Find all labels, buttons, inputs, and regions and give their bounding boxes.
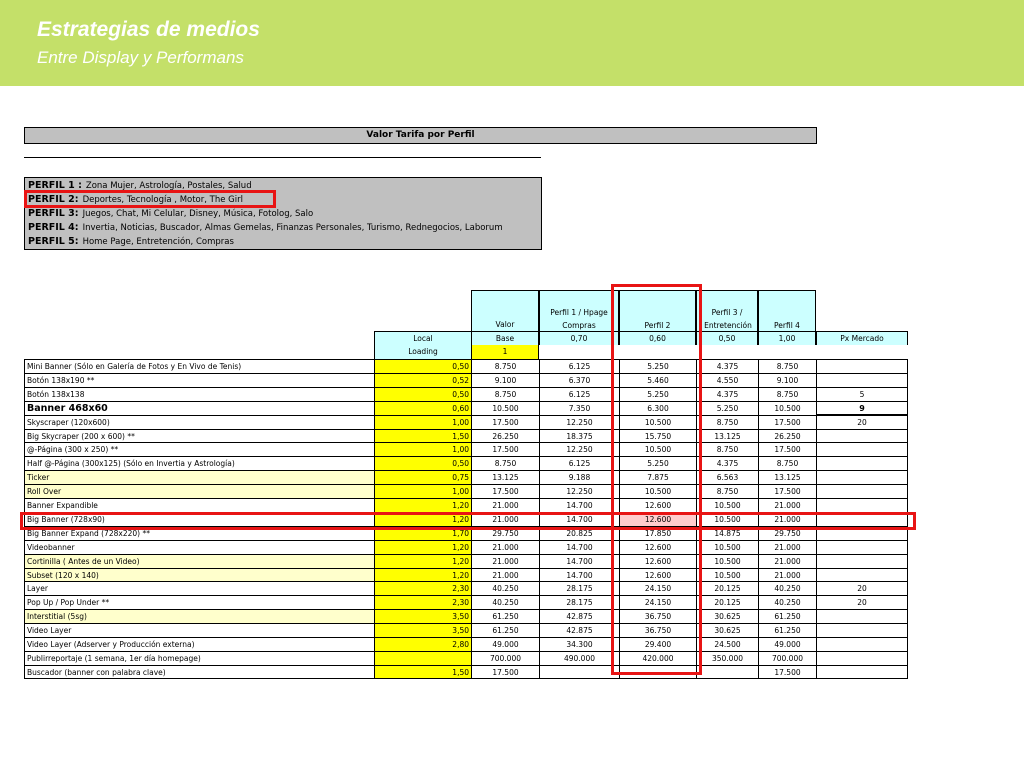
cell-p2: 5.460: [619, 373, 696, 387]
cell-p4: 17.500: [758, 415, 816, 429]
cell-p1: 18.375: [539, 429, 619, 443]
cell-px: [816, 665, 908, 679]
cell-p4: 49.000: [758, 637, 816, 651]
cell-p1: 6.125: [539, 387, 619, 401]
profiles-box: [24, 177, 542, 250]
cell-p1: 28.175: [539, 595, 619, 609]
divider-line: [24, 157, 541, 158]
cell-p1: 6.125: [539, 359, 619, 373]
cell-factor: 0,75: [374, 470, 471, 484]
cell-factor: 1,20: [374, 554, 471, 568]
cell-factor: 1,00: [374, 484, 471, 498]
cell-p1: 20.825: [539, 526, 619, 540]
row-label: Interstitial (5sg): [24, 609, 374, 623]
cell-p4: 8.750: [758, 387, 816, 401]
cell-p1: 34.300: [539, 637, 619, 651]
cell-p2: 36.750: [619, 623, 696, 637]
cell-p3: 30.625: [696, 609, 758, 623]
slide-subtitle: Entre Display y Performans: [37, 48, 244, 67]
cell-p1: 28.175: [539, 581, 619, 595]
cell-factor: 0,52: [374, 373, 471, 387]
cell-p3: 30.625: [696, 623, 758, 637]
cell-px: [816, 623, 908, 637]
cell-p4: 21.000: [758, 498, 816, 512]
cell-p3: 8.750: [696, 484, 758, 498]
cell-p3: 8.750: [696, 415, 758, 429]
cell-valor: 10.500: [471, 401, 539, 415]
cell-px: [816, 442, 908, 456]
cell-p4: 700.000: [758, 651, 816, 665]
table-title: Valor Tarifa por Perfil: [24, 127, 817, 144]
row-label: Banner Expandible: [24, 498, 374, 512]
cell-px: 20: [816, 415, 908, 429]
col-header-perfil-4: Perfil 4: [758, 290, 816, 331]
cell-p3: 10.500: [696, 498, 758, 512]
cell-p2: 29.400: [619, 637, 696, 651]
profile-row: PERFIL 4: Invertia, Noticias, Buscador, Almas Gemelas, Finanzas Personales, Turismo, Rednegocios, Laborum: [28, 222, 503, 233]
cell-valor: 21.000: [471, 568, 539, 582]
row-label: Skyscraper (120x600): [24, 415, 374, 429]
cell-p3: 14.875: [696, 526, 758, 540]
cell-p3: 10.500: [696, 540, 758, 554]
row-label: Mini Banner (Sólo en Galería de Fotos y En Vivo de Tenis): [24, 359, 374, 373]
cell-p2: 12.600: [619, 540, 696, 554]
cell-p1: 14.700: [539, 540, 619, 554]
cell-px: [816, 484, 908, 498]
cell-p4: 40.250: [758, 595, 816, 609]
profile-row: PERFIL 3: Juegos, Chat, Mi Celular, Disney, Música, Fotolog, Salo: [28, 208, 314, 219]
cell-p4: 17.500: [758, 442, 816, 456]
cell-factor: 2,30: [374, 595, 471, 609]
cell-valor: 17.500: [471, 415, 539, 429]
cell-px: 9: [816, 401, 908, 415]
cell-p4: 61.250: [758, 623, 816, 637]
cell-p1: 14.700: [539, 568, 619, 582]
cell-px: 5: [816, 387, 908, 401]
row-label: Layer: [24, 581, 374, 595]
cell-p3: 10.500: [696, 568, 758, 582]
cell-valor: 29.750: [471, 526, 539, 540]
cell-factor: 1,20: [374, 498, 471, 512]
cell-p3: 4.375: [696, 456, 758, 470]
cell-factor: 0,60: [374, 401, 471, 415]
cell-px: [816, 429, 908, 443]
cell-factor: 0,50: [374, 359, 471, 373]
col-header-valor-sub: Base: [471, 331, 539, 345]
cell-factor: 0,50: [374, 387, 471, 401]
cell-valor: 17.500: [471, 484, 539, 498]
col-header-perfil-3-factor: 0,50: [696, 331, 758, 345]
cell-p1: 6.370: [539, 373, 619, 387]
cell-p2: 12.600: [619, 512, 696, 526]
cell-valor: 13.125: [471, 470, 539, 484]
cell-p4: 21.000: [758, 512, 816, 526]
cell-p1: 490.000: [539, 651, 619, 665]
cell-factor: 1,70: [374, 526, 471, 540]
cell-p1: 7.350: [539, 401, 619, 415]
cell-p1: 42.875: [539, 623, 619, 637]
cell-p4: 8.750: [758, 456, 816, 470]
row-label: Roll Over: [24, 484, 374, 498]
cell-p3: 5.250: [696, 401, 758, 415]
cell-p4: 13.125: [758, 470, 816, 484]
cell-valor: 40.250: [471, 581, 539, 595]
cell-valor: 8.750: [471, 387, 539, 401]
cell-p3: 24.500: [696, 637, 758, 651]
cell-p2: 15.750: [619, 429, 696, 443]
cell-p3: 4.375: [696, 387, 758, 401]
col-header-px-mercado: Px Mercado: [816, 331, 908, 345]
cell-p1: 9.188: [539, 470, 619, 484]
cell-factor: 1,00: [374, 415, 471, 429]
cell-valor: 21.000: [471, 554, 539, 568]
cell-p2: 420.000: [619, 651, 696, 665]
cell-p2: 10.500: [619, 442, 696, 456]
cell-px: [816, 568, 908, 582]
cell-factor: [374, 651, 471, 665]
cell-p2: 12.600: [619, 498, 696, 512]
cell-p2: 5.250: [619, 387, 696, 401]
cell-p1: 14.700: [539, 498, 619, 512]
cell-p2: 6.300: [619, 401, 696, 415]
col-header-perfil-1: Perfil 1 / Hpage Compras: [539, 290, 619, 331]
cell-p3: 8.750: [696, 442, 758, 456]
cell-p2: 36.750: [619, 609, 696, 623]
cell-px: [816, 637, 908, 651]
cell-p4: 21.000: [758, 554, 816, 568]
cell-p4: 10.500: [758, 401, 816, 415]
cell-p2: 17.850: [619, 526, 696, 540]
col-header-perfil-2-factor: 0,60: [619, 331, 696, 345]
cell-px: [816, 470, 908, 484]
highlight-perfil-2-column: [611, 284, 702, 675]
cell-p2: 5.250: [619, 456, 696, 470]
cell-p2: 10.500: [619, 415, 696, 429]
profile-row: PERFIL 2: Deportes, Tecnología , Motor, The Girl: [28, 194, 243, 205]
cell-p2: 10.500: [619, 484, 696, 498]
cell-valor: 26.250: [471, 429, 539, 443]
cell-p3: 20.125: [696, 581, 758, 595]
cell-factor: 1,20: [374, 512, 471, 526]
cell-p4: 21.000: [758, 568, 816, 582]
cell-factor: 3,50: [374, 623, 471, 637]
cell-p1: 14.700: [539, 554, 619, 568]
row-label: Botón 138x190 **: [24, 373, 374, 387]
cell-p4: 61.250: [758, 609, 816, 623]
cell-factor: 1,20: [374, 540, 471, 554]
cell-p4: 9.100: [758, 373, 816, 387]
cell-valor: 17.500: [471, 665, 539, 679]
cell-p2: 12.600: [619, 554, 696, 568]
col-header-perfil-1-factor: 0,70: [539, 331, 619, 345]
cell-p2: 24.150: [619, 595, 696, 609]
cell-p1: 12.250: [539, 484, 619, 498]
col-header-local: Local: [374, 331, 471, 345]
cell-p1: 12.250: [539, 415, 619, 429]
cell-p1: 12.250: [539, 442, 619, 456]
cell-p2: 5.250: [619, 359, 696, 373]
row-label: Botón 138x138: [24, 387, 374, 401]
cell-p4: 26.250: [758, 429, 816, 443]
row-label: Video Layer: [24, 623, 374, 637]
cell-valor: 21.000: [471, 540, 539, 554]
row-label: Half @-Página (300x125) (Sólo en Invertia y Astrología): [24, 456, 374, 470]
cell-px: [816, 498, 908, 512]
cell-valor: 9.100: [471, 373, 539, 387]
col-header-perfil-2: Perfil 2: [619, 290, 696, 331]
cell-px: 20: [816, 595, 908, 609]
cell-px: 20: [816, 581, 908, 595]
cell-factor: 2,80: [374, 637, 471, 651]
row-label: Cortinilla ( Antes de un Video): [24, 554, 374, 568]
col-header-perfil-3: Perfil 3 / Entretención: [696, 290, 758, 331]
cell-p3: 10.500: [696, 554, 758, 568]
cell-factor: 3,50: [374, 609, 471, 623]
highlight-big-banner-row: [20, 512, 916, 530]
cell-valor: 21.000: [471, 498, 539, 512]
cell-valor: 8.750: [471, 359, 539, 373]
row-label: Buscador (banner con palabra clave): [24, 665, 374, 679]
cell-p3: 6.563: [696, 470, 758, 484]
cell-p4: 8.750: [758, 359, 816, 373]
row-label: Video Layer (Adserver y Producción externa): [24, 637, 374, 651]
row-label: Big Banner (728x90): [24, 512, 374, 526]
cell-p4: 21.000: [758, 540, 816, 554]
row-label: Pop Up / Pop Under **: [24, 595, 374, 609]
cell-valor: 61.250: [471, 609, 539, 623]
cell-factor: 0,50: [374, 456, 471, 470]
cell-p3: 13.125: [696, 429, 758, 443]
cell-p2: 7.875: [619, 470, 696, 484]
row-label: Subset (120 x 140): [24, 568, 374, 582]
cell-p3: 4.375: [696, 359, 758, 373]
loading-value: 1: [471, 345, 539, 359]
cell-p1: 6.125: [539, 456, 619, 470]
cell-px: [816, 651, 908, 665]
cell-px: [816, 373, 908, 387]
col-header-perfil-4-factor: 1,00: [758, 331, 816, 345]
cell-px: [816, 540, 908, 554]
row-label: Publirreportaje (1 semana, 1er día homepage): [24, 651, 374, 665]
cell-valor: 61.250: [471, 623, 539, 637]
row-label: Big Skycraper (200 x 600) **: [24, 429, 374, 443]
cell-p3: 10.500: [696, 512, 758, 526]
cell-p4: 40.250: [758, 581, 816, 595]
cell-p1: 42.875: [539, 609, 619, 623]
cell-valor: 21.000: [471, 512, 539, 526]
cell-valor: 700.000: [471, 651, 539, 665]
cell-p2: 24.150: [619, 581, 696, 595]
slide-header: [0, 0, 1024, 86]
cell-p4: 17.500: [758, 484, 816, 498]
cell-p3: 20.125: [696, 595, 758, 609]
cell-p1: 14.700: [539, 512, 619, 526]
row-label: Videobanner: [24, 540, 374, 554]
profile-row: PERFIL 5: Home Page, Entretención, Compras: [28, 236, 234, 247]
cell-p4: 17.500: [758, 665, 816, 679]
cell-factor: 2,30: [374, 581, 471, 595]
cell-px: [816, 554, 908, 568]
cell-p1: [539, 665, 619, 679]
row-label: Banner 468x60: [24, 401, 374, 415]
row-label: Big Banner Expand (728x220) **: [24, 526, 374, 540]
cell-px: [816, 456, 908, 470]
cell-valor: 8.750: [471, 456, 539, 470]
col-header-loading: Loading: [374, 345, 471, 359]
cell-p2: 12.600: [619, 568, 696, 582]
cell-factor: 1,00: [374, 442, 471, 456]
row-label: @-Página (300 x 250) **: [24, 442, 374, 456]
cell-p3: 4.550: [696, 373, 758, 387]
cell-valor: 49.000: [471, 637, 539, 651]
col-header-valor: Valor: [471, 290, 539, 331]
cell-px: [816, 359, 908, 373]
cell-p3: 350.000: [696, 651, 758, 665]
cell-factor: 1,50: [374, 665, 471, 679]
cell-p3: [696, 665, 758, 679]
cell-p4: 29.750: [758, 526, 816, 540]
cell-factor: 1,50: [374, 429, 471, 443]
cell-factor: 1,20: [374, 568, 471, 582]
profile-row: PERFIL 1 : Zona Mujer, Astrología, Postales, Salud: [28, 180, 252, 191]
cell-valor: 17.500: [471, 442, 539, 456]
slide-title: Estrategias de medios: [37, 18, 260, 41]
cell-px: [816, 609, 908, 623]
row-label: Ticker: [24, 470, 374, 484]
highlight-perfil-2-box: [24, 190, 276, 208]
cell-valor: 40.250: [471, 595, 539, 609]
